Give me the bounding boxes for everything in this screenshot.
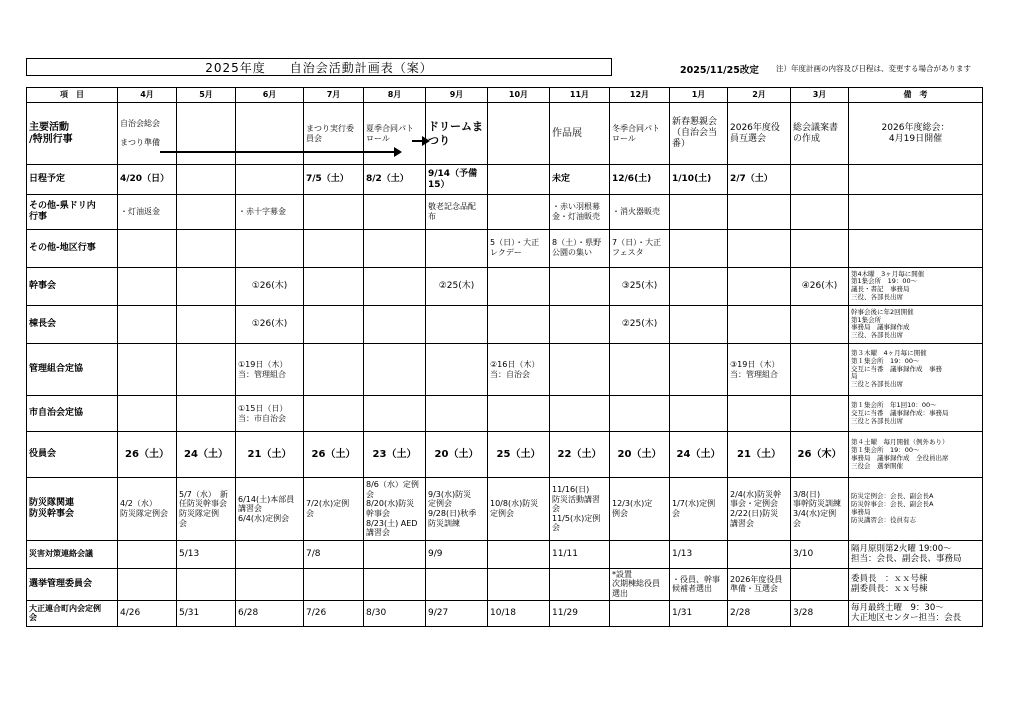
- cell-feb: [728, 396, 791, 432]
- row-label: 災害対策連絡会議: [27, 540, 118, 568]
- cell-apr: ・灯油返金: [118, 195, 177, 229]
- cell-may: 24（土）: [177, 432, 236, 478]
- cell-oct: [488, 396, 550, 432]
- activity-plan-table: [26, 87, 983, 627]
- cell-dec: [610, 343, 670, 395]
- cell-notes: 隔月原則第2火曜 19:00～ 担当：会長、副会長、事務局: [849, 540, 983, 568]
- cell-dec: ③25(木): [610, 267, 670, 305]
- row-election-committee: [27, 568, 983, 600]
- cell-sep: [426, 343, 488, 395]
- cell-dec: ②25(木): [610, 305, 670, 343]
- cell-jan: [670, 396, 728, 432]
- cell-nov: [550, 396, 610, 432]
- row-label: 日程予定: [27, 165, 118, 195]
- cell-jun: [236, 103, 304, 165]
- cell-notes: 第３木曜 4ヶ月毎に開催 第１集会所 19：00～ 交互に当番 議事録作成 事務 局 三役と各部長出席: [849, 343, 983, 395]
- cell-dec: [610, 540, 670, 568]
- cell-nov: [550, 343, 610, 395]
- cell-nov: ・赤い羽根募 金・灯油販売: [550, 195, 610, 229]
- col-header: 9月: [426, 88, 488, 103]
- header-row: [27, 88, 983, 103]
- col-header: 4月: [118, 88, 177, 103]
- cell-dec: 20（土）: [610, 432, 670, 478]
- cell-oct: [488, 540, 550, 568]
- cell-nov: [550, 305, 610, 343]
- cell-jul: 26（土）: [304, 432, 364, 478]
- cell-nov: 未定: [550, 165, 610, 195]
- col-header: 3月: [791, 88, 849, 103]
- cell-dec: *設置 次期棟総役員 選出: [610, 568, 670, 600]
- cell-may: [177, 229, 236, 267]
- cell-sep: ②25(木): [426, 267, 488, 305]
- cell-jul: [304, 229, 364, 267]
- cell-jan: [670, 267, 728, 305]
- col-header: 6月: [236, 88, 304, 103]
- cell-feb: 21（土）: [728, 432, 791, 478]
- cell-sep: [426, 229, 488, 267]
- cell-may: [177, 267, 236, 305]
- cell-feb: 2026年度役 員互選会: [728, 103, 791, 165]
- cell-aug: 8/6（水）定例 会 8/20(水)防災 幹事会 8/23(土) AED 講習会: [364, 478, 426, 540]
- cell-apr: [118, 396, 177, 432]
- cell-may: [177, 195, 236, 229]
- row-label: 幹事会: [27, 267, 118, 305]
- row-prefecture-events: [27, 195, 983, 229]
- cell-jan: 24（土）: [670, 432, 728, 478]
- cell-mar: 26（木）: [791, 432, 849, 478]
- cell-oct: [488, 165, 550, 195]
- cell-oct: [488, 103, 550, 165]
- cell-jul: [304, 267, 364, 305]
- cell-notes: 第４土曜 毎月開催（例外あり） 第１集会所 19：00～ 事務局 議事録作成 全役員出席 三役会 選挙開催: [849, 432, 983, 478]
- cell-jul: 7/5（土）: [304, 165, 364, 195]
- cell-jul: [304, 305, 364, 343]
- cell-apr: 4/26: [118, 600, 177, 626]
- cell-jun: [236, 540, 304, 568]
- row-label: 棟長会: [27, 305, 118, 343]
- col-header: 8月: [364, 88, 426, 103]
- cell-mar: 3/10: [791, 540, 849, 568]
- cell-mar: [791, 229, 849, 267]
- cell-aug: 夏季合同パト ロール: [364, 103, 426, 165]
- cell-notes: 2026年度総会： 4月19日開催: [849, 103, 983, 165]
- row-schedule: [27, 165, 983, 195]
- cell-jun: ①15日（日） 当：市自治会: [236, 396, 304, 432]
- cell-jul: 7/8: [304, 540, 364, 568]
- cell-aug: [364, 195, 426, 229]
- cell-mar: 3/8(日) 事幹防災訓練 3/4(水)定例 会: [791, 478, 849, 540]
- row-label: その他-県ドリ内 行事: [27, 195, 118, 229]
- cell-oct: 10/8(水)防災 定例会: [488, 478, 550, 540]
- row-building-heads-meeting: [27, 305, 983, 343]
- col-header: 5月: [177, 88, 236, 103]
- cell-mar: ④26(木): [791, 267, 849, 305]
- cell-mar: 総会議案書 の作成: [791, 103, 849, 165]
- cell-feb: [728, 305, 791, 343]
- cell-jul: まつり実行委 員会: [304, 103, 364, 165]
- cell-mar: 3/28: [791, 600, 849, 626]
- cell-oct: 25（土）: [488, 432, 550, 478]
- cell-nov: 11/16(日) 防災活動講習 会 11/5(水)定例 会: [550, 478, 610, 540]
- cell-jan: 1/31: [670, 600, 728, 626]
- cell-jan: ・役員、幹事 候補者選出: [670, 568, 728, 600]
- cell-jul: [304, 568, 364, 600]
- row-label: 主要活動 /特別行事: [27, 103, 118, 165]
- cell-may: [177, 305, 236, 343]
- row-officers-meeting: [27, 432, 983, 478]
- cell-jul: 7/26: [304, 600, 364, 626]
- cell-jun: ・赤十字募金: [236, 195, 304, 229]
- cell-jul: [304, 195, 364, 229]
- cell-jun: ①26(木): [236, 305, 304, 343]
- cell-oct: [488, 267, 550, 305]
- cell-jan: [670, 343, 728, 395]
- cell-jul: [304, 396, 364, 432]
- cell-feb: [728, 540, 791, 568]
- cell-jun: [236, 229, 304, 267]
- cell-mar: [791, 396, 849, 432]
- col-header: 項 目: [27, 88, 118, 103]
- cell-feb: 2/4(水)防災幹 事会・定例会 2/22(日)防災 講習会: [728, 478, 791, 540]
- cell-jun: 21（土）: [236, 432, 304, 478]
- disclaimer-note: 注）年度計画の内容及び日程は、変更する場合があります: [776, 64, 971, 73]
- cell-aug: [364, 396, 426, 432]
- cell-aug: [364, 540, 426, 568]
- page-title: 自治会活動計画表（案）: [289, 60, 433, 75]
- cell-jul: 7/2(水)定例 会: [304, 478, 364, 540]
- col-header: 7月: [304, 88, 364, 103]
- cell-sep: 9/14（予備 15）: [426, 165, 488, 195]
- cell-oct: 10/18: [488, 600, 550, 626]
- cell-nov: [550, 267, 610, 305]
- cell-apr: [118, 540, 177, 568]
- row-disaster-liaison: [27, 540, 983, 568]
- cell-notes: 第１集会所 年1回10：00～ 交互に当番 議事録作成：事務局 三役と各部長出席: [849, 396, 983, 432]
- cell-jan: [670, 195, 728, 229]
- cell-notes: [849, 229, 983, 267]
- arrow-icon: [160, 151, 400, 153]
- cell-oct: 5（日）・大正 レクデー: [488, 229, 550, 267]
- row-district-events: [27, 229, 983, 267]
- cell-jan: [670, 305, 728, 343]
- cell-apr: [118, 568, 177, 600]
- cell-aug: 8/30: [364, 600, 426, 626]
- cell-oct: [488, 568, 550, 600]
- cell-aug: [364, 229, 426, 267]
- cell-sep: [426, 568, 488, 600]
- cell-mar: [791, 568, 849, 600]
- cell-notes: 委員長 ：ｘｘ号棟 副委員長：ｘｘ号棟: [849, 568, 983, 600]
- cell-nov: [550, 568, 610, 600]
- cell-nov: 22（土）: [550, 432, 610, 478]
- cell-dec: ・消火器販売: [610, 195, 670, 229]
- cell-nov: 11/29: [550, 600, 610, 626]
- cell-dec: [610, 396, 670, 432]
- row-executive-meeting: [27, 267, 983, 305]
- cell-jun: ①19日（木） 当：管理組合: [236, 343, 304, 395]
- cell-apr: [118, 229, 177, 267]
- cell-aug: 23（土）: [364, 432, 426, 478]
- row-main-activities: [27, 103, 983, 165]
- cell-jun: 6/28: [236, 600, 304, 626]
- row-label: その他-地区行事: [27, 229, 118, 267]
- cell-sep: 9/9: [426, 540, 488, 568]
- col-header: 1月: [670, 88, 728, 103]
- cell-mar: [791, 305, 849, 343]
- cell-feb: ③19日（木） 当：管理組合: [728, 343, 791, 395]
- col-header: 2月: [728, 88, 791, 103]
- cell-jan: [670, 229, 728, 267]
- cell-feb: [728, 267, 791, 305]
- cell-notes: 第4木曜 3ヶ月毎に開催 第1集会所 19：00～ 議長・書記 事務局 三役、各部長出席: [849, 267, 983, 305]
- cell-aug: 8/2（土）: [364, 165, 426, 195]
- cell-apr: 自治会総会 まつり準備: [118, 103, 177, 165]
- cell-sep: 20（土）: [426, 432, 488, 478]
- cell-may: [177, 396, 236, 432]
- cell-jan: 1/7(水)定例 会: [670, 478, 728, 540]
- cell-jan: 1/10(土): [670, 165, 728, 195]
- row-management-association: [27, 343, 983, 395]
- cell-dec: 7（日）・大正 フェスタ: [610, 229, 670, 267]
- row-label: 大正連合町内会定例 会: [27, 600, 118, 626]
- cell-sep: ドリームま つり: [426, 103, 488, 165]
- col-header: 10月: [488, 88, 550, 103]
- cell-jun: ①26(木): [236, 267, 304, 305]
- cell-sep: [426, 305, 488, 343]
- row-label: 市自治会定協: [27, 396, 118, 432]
- cell-may: [177, 343, 236, 395]
- cell-may: [177, 568, 236, 600]
- cell-may: [177, 103, 236, 165]
- cell-oct: ②16日（木） 当：自治会: [488, 343, 550, 395]
- cell-dec: [610, 600, 670, 626]
- cell-mar: [791, 195, 849, 229]
- row-label: 防災隊関連 防災幹事会: [27, 478, 118, 540]
- cell-may: 5/13: [177, 540, 236, 568]
- cell-jun: [236, 568, 304, 600]
- cell-feb: 2026年度役員 準備・互選会: [728, 568, 791, 600]
- cell-jan: 1/13: [670, 540, 728, 568]
- cell-may: 5/7（水） 新 任防災幹事会 防災隊定例 会: [177, 478, 236, 540]
- cell-jun: [236, 165, 304, 195]
- cell-mar: [791, 165, 849, 195]
- cell-aug: [364, 568, 426, 600]
- cell-sep: 9/27: [426, 600, 488, 626]
- cell-nov: 11/11: [550, 540, 610, 568]
- col-header: 12月: [610, 88, 670, 103]
- cell-may: [177, 165, 236, 195]
- cell-feb: [728, 195, 791, 229]
- row-label: 選挙管理委員会: [27, 568, 118, 600]
- row-taisho-association: [27, 600, 983, 626]
- fiscal-year: 2025年度: [205, 60, 266, 75]
- row-city-association: [27, 396, 983, 432]
- cell-notes: [849, 195, 983, 229]
- cell-apr: 26（土）: [118, 432, 177, 478]
- cell-mar: [791, 343, 849, 395]
- cell-notes: [849, 165, 983, 195]
- cell-apr: 4/20（日）: [118, 165, 177, 195]
- cell-nov: 作品展: [550, 103, 610, 165]
- cell-feb: 2/7（土）: [728, 165, 791, 195]
- cell-aug: [364, 343, 426, 395]
- title-box: [26, 58, 612, 76]
- cell-apr: [118, 343, 177, 395]
- cell-dec: 12/3(水)定 例会: [610, 478, 670, 540]
- cell-nov: 8（土）・県野 公園の集い: [550, 229, 610, 267]
- cell-oct: [488, 305, 550, 343]
- cell-feb: 2/28: [728, 600, 791, 626]
- row-label: 役員会: [27, 432, 118, 478]
- cell-apr: 4/2（水） 防災隊定例会: [118, 478, 177, 540]
- cell-may: 5/31: [177, 600, 236, 626]
- cell-jan: 新春懇親会 （自治会当 番）: [670, 103, 728, 165]
- cell-jun: 6/14(土)本部員 講習会 6/4(水)定例会: [236, 478, 304, 540]
- cell-apr: [118, 305, 177, 343]
- cell-notes: 幹事会後に年2回開催 第1集会所 事務局 議事録作成 三役、各部長出席: [849, 305, 983, 343]
- cell-aug: [364, 305, 426, 343]
- cell-apr: [118, 267, 177, 305]
- cell-oct: [488, 195, 550, 229]
- cell-sep: 9/3(水)防災 定例会 9/28(日)秋季 防災訓練: [426, 478, 488, 540]
- cell-jul: [304, 343, 364, 395]
- cell-aug: [364, 267, 426, 305]
- cell-notes: 毎月最終土曜 9：30～ 大正地区センター担当：会長: [849, 600, 983, 626]
- row-disaster-prevention: [27, 478, 983, 540]
- cell-dec: 12/6(土): [610, 165, 670, 195]
- cell-dec: 冬季合同パト ロール: [610, 103, 670, 165]
- cell-sep: [426, 396, 488, 432]
- col-header: 11月: [550, 88, 610, 103]
- col-header: 備 考: [849, 88, 983, 103]
- cell-notes: 防災定例会：会長、副会長A 防災幹事会：会長、副会長A 事務局 防災講習会：役員有志: [849, 478, 983, 540]
- cell-sep: 敬老記念品配 布: [426, 195, 488, 229]
- row-label: 管理組合定協: [27, 343, 118, 395]
- arrow-icon: [412, 140, 428, 142]
- cell-feb: [728, 229, 791, 267]
- revision-date: 2025/11/25改定: [680, 65, 759, 76]
